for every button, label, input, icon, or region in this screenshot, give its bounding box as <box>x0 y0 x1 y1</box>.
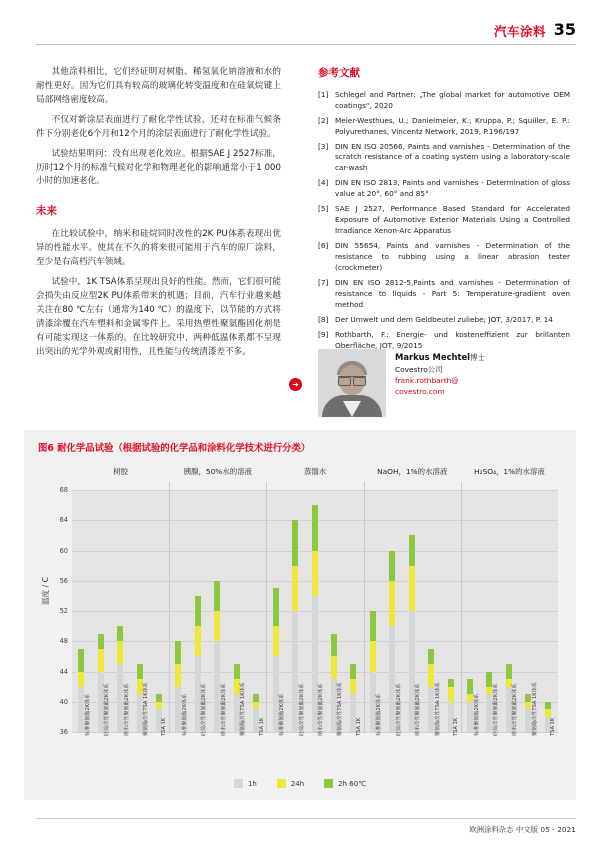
x-axis-tick-label: 聚氨酯改性TSA 1K体系 <box>240 682 247 736</box>
paragraph: 试验中，1K TSA体系呈现出良好的性能。然而，它们很可能会损失由反应型2K PU体系带来的机遇；目前，汽车行业越来越关注在80 ℃左右（通常为140 ℃）的温度下，以节能的方式将清漆涂覆在汽车塑料和金属零件上。采用热塑性聚氨酯固化剂是有可能实现这一体系的。在比较研究中，两种低温体系都不呈现出突出的光学外观或耐用性，且性能与传统清漆差不多。 <box>36 277 281 357</box>
x-axis-tick-label: 聚氨酯改性TSA 1K体系 <box>337 682 344 736</box>
paragraph: 其他涂料相比，它们经证明对树脂、稀氢氧化钠溶液和水的耐性更好。因为它们具有较高的玻璃化转变温度和在硅氧烷键上局部网络密度较高。 <box>36 67 281 105</box>
chart-bar-segment <box>214 581 220 611</box>
chart-bar-segment <box>545 702 551 710</box>
paragraph: 试验结果明问：没有出现老化效应。根据SAE J 2527标准，历时12个月的标准气候对化学和物理老化的影响通常小于1 000小时的加速老化。 <box>36 148 281 187</box>
chart-bar-segment <box>273 588 279 626</box>
chart-bar-segment <box>370 641 376 671</box>
x-axis-tick-label: 标准聚氨酯2K体系 <box>473 693 480 736</box>
x-axis-tick-label: TSA 1K <box>550 717 557 736</box>
legend-label: 2h 60℃ <box>338 779 367 788</box>
legend-label: 1h <box>247 779 257 788</box>
legend-item <box>234 779 257 788</box>
paragraph: 不仅对新涂层表面进行了耐化学性试验，还对在标准气候条件下分别老化6个月和12个月的涂层表面进行了耐化学性试验。 <box>36 114 281 139</box>
chart-bar-segment <box>234 664 240 679</box>
reference-item: [2] Meier-Westhues, U.; Danielmeier, K.; Kruppa, P.; Squiller, E. P.: Polyurethanes, Vincentz Network, 2019, P.196/197 <box>318 115 570 136</box>
x-axis-tick-label: 纳米改性聚氨酯2K体系 <box>512 683 519 736</box>
chart-bar-segment <box>350 664 356 679</box>
references-list <box>318 90 570 352</box>
chart-bar-segment <box>292 566 298 611</box>
chart-bar-segment <box>175 641 181 664</box>
chart-bar-segment <box>389 551 395 581</box>
chart-bar-segment <box>78 672 84 687</box>
chart-bar-segment <box>156 694 162 702</box>
x-axis-tick-label: 纳米改性聚氨酯2K体系 <box>415 683 422 736</box>
y-axis-tick: 60 <box>59 546 68 555</box>
reference-item: [8] Der Umwelt und dem Geldbeutel zuliebe; JOT, 3/2017, P. 14 <box>318 314 553 324</box>
chart-bar-segment <box>389 581 395 626</box>
chart-bar-segment <box>98 649 104 672</box>
chart-group-label: 树胶 <box>113 467 128 476</box>
reference-item: [7] DIN EN ISO 2812-5,Paints and varnishes - Determination of resistance to liquids - Part 5: Temperature-gradient oven method <box>318 277 570 309</box>
x-axis-tick-label: 硅烷改性聚氨酯2K体系 <box>492 683 499 736</box>
x-axis-tick-label: 硅烷改性聚氨酯2K体系 <box>104 683 111 736</box>
chart-bar-segment <box>467 679 473 694</box>
author-name: Markus Mechtel <box>395 352 471 362</box>
chart-bar <box>448 490 454 732</box>
y-axis-tick: 48 <box>59 637 68 646</box>
x-axis-tick-label: 硅烷改性聚氨酯2K体系 <box>201 683 208 736</box>
x-axis-tick-label: 聚氨酯改性TSA 1K体系 <box>531 682 538 736</box>
reference-item: [4] DIN EN ISO 2813, Paints and varnishes - Determination of gloss value at 20°, 60° and 85° <box>318 178 570 199</box>
legend-item <box>277 779 304 788</box>
chart-group-separator <box>169 482 170 732</box>
footer-text: 欧洲涂料杂志 中文版 05 - 2021 <box>469 825 576 834</box>
author-info <box>395 349 485 397</box>
legend-label: 24h <box>290 779 305 788</box>
x-axis-tick-label: 硅烷改性聚氨酯2K体系 <box>395 683 402 736</box>
chart-bar-segment <box>506 664 512 679</box>
page-header <box>0 22 600 42</box>
figure-chemical-resistance <box>24 430 576 800</box>
chart-legend <box>24 779 576 788</box>
x-axis-tick-label: TSA 1K <box>355 717 362 736</box>
y-axis-tick: 52 <box>59 607 68 615</box>
section-heading-future: 未来 <box>36 205 57 218</box>
chart-bar-segment <box>409 535 415 565</box>
author-block <box>318 349 570 417</box>
end-of-article-arrow-icon: ➜ <box>289 378 302 391</box>
x-axis-tick-label: 纳米改性聚氨酯2K体系 <box>123 683 130 736</box>
chart-bar-segment <box>117 626 123 641</box>
reference-item: [1] Schlegel and Partner: „The global market for automotive OEM coatings“, 2020 <box>318 89 570 110</box>
header-section-title: 汽车涂料 <box>493 24 546 39</box>
legend-item <box>324 779 366 788</box>
chart-bar <box>156 490 162 732</box>
chart-bar-segment <box>292 520 298 565</box>
chart-group-separator <box>461 482 462 732</box>
reference-item: [5] SAE J 2527, Performance Based Standard for Accelerated Exposure of Automotive Exterior Materials Using a Controlled Irradiance Xenon-Arc Apparatus <box>318 204 570 236</box>
chart-group-label: H₂SO₄，1%的水溶液 <box>474 467 545 476</box>
chart-group-label: NaOH，1%的水溶液 <box>377 467 448 476</box>
chart-bar-segment <box>117 641 123 664</box>
legend-swatch <box>324 779 333 788</box>
footer-divider <box>36 818 576 819</box>
chart-bar <box>350 490 356 732</box>
chart-group-separator <box>266 482 267 732</box>
y-axis-tick: 36 <box>59 728 68 736</box>
author-name-suffix: 博士 <box>470 353 485 362</box>
chart-bar-segment <box>156 702 162 710</box>
x-axis-tick-label: 硅烷改性聚氨酯2K体系 <box>298 683 305 736</box>
page-number: 35 <box>553 20 576 39</box>
legend-swatch <box>234 779 243 788</box>
y-axis-tick: 68 <box>59 486 68 494</box>
y-axis-tick: 56 <box>59 576 68 585</box>
x-axis-tick-label: TSA 1K <box>161 717 168 736</box>
chart-bar-segment <box>312 505 318 550</box>
y-axis-tick: 64 <box>59 516 68 525</box>
avatar <box>318 349 386 417</box>
x-axis-tick-label: 标准聚氨酯2K体系 <box>181 693 188 736</box>
chart-bar-segment <box>312 551 318 596</box>
chart-bar-segment <box>78 649 84 672</box>
paragraph: 在比较试验中，纳米和硅烷同时改性的2K PU体系表现出优异的性能水平。使其在不久的将来很可能用于汽车的原厂涂料，至少是右高档汽车领域。 <box>36 229 281 268</box>
chart-bar <box>253 490 259 732</box>
x-axis-tick-label: 纳米改性聚氨酯2K体系 <box>220 683 227 736</box>
reference-item: [9] Rothbarth, F.: Energie- und kosteneffizient zur brillanten Oberfläche, JOT, 9/2015 <box>318 329 570 350</box>
chart-bar-segment <box>253 702 259 710</box>
y-axis-label: 温度 / C <box>41 577 50 605</box>
chart-bar-segment <box>195 626 201 656</box>
references-heading: 参考文献 <box>318 67 360 79</box>
chart-bar-segment <box>195 596 201 626</box>
chart-group-label: 胰腺，50%水的溶液 <box>183 467 252 476</box>
y-axis-tick: 40 <box>59 697 68 706</box>
chart-bar-segment <box>448 687 454 702</box>
x-axis-tick-label: 标准聚氨酯2K体系 <box>84 693 91 736</box>
reference-item: [6] DIN 55654, Paints and varnishes - Determination of the resistance to rubbing using a linear abrasion tester (crockmeter) <box>318 241 570 272</box>
chart-bar-segment <box>428 649 434 664</box>
chart-bar <box>545 490 551 732</box>
chart-bar-segment <box>98 634 104 649</box>
x-axis-tick-label: 聚氨酯改性TSA 1K体系 <box>143 682 150 736</box>
y-axis-tick: 44 <box>59 667 68 676</box>
reference-item: [3] DIN EN ISO 20566, Paints and varnishes - Determination of the scratch resistance of a coating system using a laboratory-scale car-wash <box>318 141 570 173</box>
x-axis-tick-label: TSA 1K <box>258 717 265 736</box>
chart-group-label: 蒸馏水 <box>303 467 327 476</box>
references-column <box>318 66 570 355</box>
figure-caption: 图6 耐化学品试验（根据试验的化学品和涂料化学技术进行分类） <box>38 443 311 454</box>
x-axis-tick-label: 聚氨酯改性TSA 1K体系 <box>434 682 441 736</box>
chart-bar-segment <box>370 611 376 641</box>
author-email-line2[interactable]: covestro.com <box>395 386 445 396</box>
chart-bar-segment <box>350 679 356 694</box>
chart-bar-segment <box>137 664 143 679</box>
left-text-column <box>36 66 281 366</box>
x-axis-tick-label: 标准聚氨酯2K体系 <box>279 693 286 736</box>
chart-bar-segment <box>545 709 551 717</box>
chart-bar-segment <box>175 664 181 687</box>
x-axis-tick-label: TSA 1K <box>453 717 460 736</box>
chart-bar-segment <box>331 656 337 679</box>
chart-bar-segment <box>214 611 220 641</box>
x-axis-tick-label: 标准聚氨酯2K体系 <box>376 693 383 736</box>
author-email-line1[interactable]: frank.rothbarth@ <box>395 375 459 385</box>
chart-bar-segment <box>331 634 337 657</box>
legend-swatch <box>277 779 286 788</box>
chart-group-separator <box>364 482 365 732</box>
chart-bar-segment <box>448 679 454 687</box>
header-divider <box>36 44 576 45</box>
chart-bar-segment <box>409 566 415 611</box>
x-axis-tick-label: 纳米改性聚氨酯2K体系 <box>318 683 324 736</box>
author-company-suffix: 公司 <box>427 364 443 374</box>
chart-bar-segment <box>273 626 279 656</box>
author-company: Covestro <box>395 364 428 374</box>
chart-bar-segment <box>253 694 259 702</box>
